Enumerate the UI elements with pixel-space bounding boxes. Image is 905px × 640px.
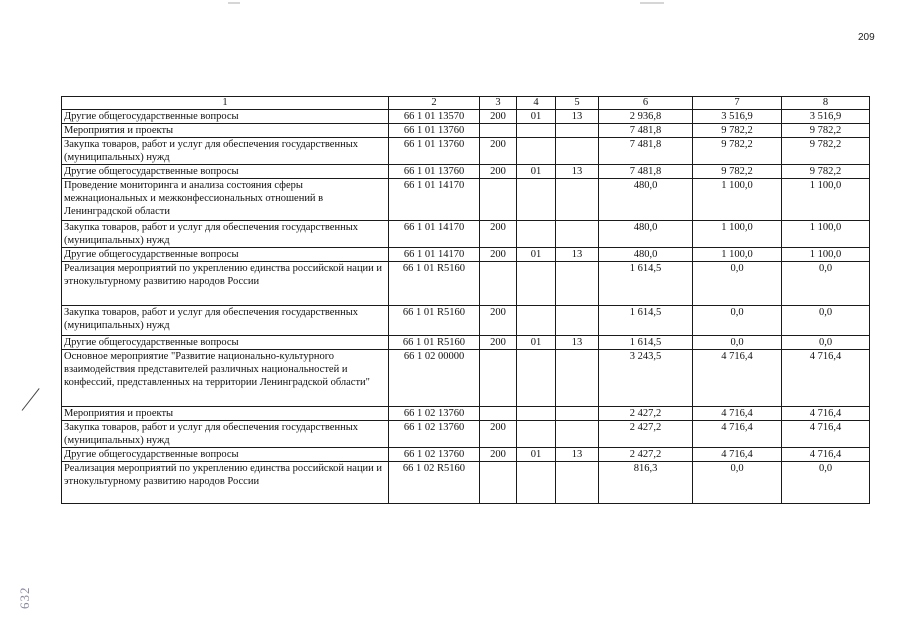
row-section: 01 — [517, 448, 556, 462]
row-amount-year3: 0,0 — [782, 462, 870, 504]
table-row — [62, 407, 870, 421]
row-amount-year1: 2 427,2 — [599, 448, 693, 462]
row-code: 66 1 02 13760 — [389, 448, 480, 462]
row-amount-year3: 4 716,4 — [782, 350, 870, 407]
row-amount-year1: 7 481,8 — [599, 124, 693, 138]
row-section — [517, 421, 556, 448]
row-code: 66 1 01 14170 — [389, 221, 480, 248]
table-row — [62, 448, 870, 462]
row-expense-type: 200 — [480, 336, 517, 350]
row-amount-year3: 9 782,2 — [782, 165, 870, 179]
row-name: Закупка товаров, работ и услуг для обеспечения государственных (муниципальных) нужд — [62, 138, 389, 165]
row-name: Другие общегосударственные вопросы — [62, 448, 389, 462]
row-subsection — [556, 221, 599, 248]
table-row — [62, 110, 870, 124]
row-section — [517, 221, 556, 248]
row-code: 66 1 02 R5160 — [389, 462, 480, 504]
row-amount-year2: 9 782,2 — [693, 138, 782, 165]
row-code: 66 1 01 13760 — [389, 138, 480, 165]
row-subsection: 13 — [556, 165, 599, 179]
row-amount-year3: 4 716,4 — [782, 407, 870, 421]
table-body — [62, 110, 870, 504]
row-expense-type — [480, 462, 517, 504]
row-amount-year2: 1 100,0 — [693, 221, 782, 248]
row-section: 01 — [517, 248, 556, 262]
row-amount-year1: 7 481,8 — [599, 165, 693, 179]
table-row — [62, 179, 870, 221]
row-subsection: 13 — [556, 448, 599, 462]
row-code: 66 1 01 14170 — [389, 248, 480, 262]
row-subsection — [556, 421, 599, 448]
row-section — [517, 124, 556, 138]
row-section — [517, 138, 556, 165]
column-header-5: 5 — [556, 97, 599, 110]
row-amount-year1: 480,0 — [599, 221, 693, 248]
table-row — [62, 350, 870, 407]
row-amount-year3: 4 716,4 — [782, 448, 870, 462]
row-amount-year2: 9 782,2 — [693, 165, 782, 179]
row-amount-year3: 1 100,0 — [782, 179, 870, 221]
row-expense-type: 200 — [480, 138, 517, 165]
row-amount-year3: 1 100,0 — [782, 221, 870, 248]
row-code: 66 1 01 R5160 — [389, 262, 480, 306]
row-subsection: 13 — [556, 110, 599, 124]
row-subsection — [556, 407, 599, 421]
column-header-1: 1 — [62, 97, 389, 110]
row-name: Закупка товаров, работ и услуг для обеспечения государственных (муниципальных) нужд — [62, 221, 389, 248]
column-header-2: 2 — [389, 97, 480, 110]
row-section — [517, 179, 556, 221]
table-row — [62, 138, 870, 165]
row-amount-year1: 2 936,8 — [599, 110, 693, 124]
row-name: Мероприятия и проекты — [62, 124, 389, 138]
table-row — [62, 248, 870, 262]
table-row — [62, 165, 870, 179]
row-code: 66 1 02 00000 — [389, 350, 480, 407]
row-amount-year1: 1 614,5 — [599, 262, 693, 306]
scan-artifact — [228, 2, 240, 4]
row-amount-year2: 1 100,0 — [693, 248, 782, 262]
margin-pen-mark — [22, 388, 40, 411]
row-amount-year2: 0,0 — [693, 306, 782, 336]
row-expense-type: 200 — [480, 110, 517, 124]
row-amount-year1: 816,3 — [599, 462, 693, 504]
row-code: 66 1 01 14170 — [389, 179, 480, 221]
row-expense-type — [480, 407, 517, 421]
row-subsection — [556, 262, 599, 306]
column-header-6: 6 — [599, 97, 693, 110]
row-name: Закупка товаров, работ и услуг для обеспечения государственных (муниципальных) нужд — [62, 306, 389, 336]
row-code: 66 1 01 13570 — [389, 110, 480, 124]
row-expense-type: 200 — [480, 248, 517, 262]
row-name: Мероприятия и проекты — [62, 407, 389, 421]
row-amount-year2: 1 100,0 — [693, 179, 782, 221]
row-code: 66 1 01 13760 — [389, 124, 480, 138]
row-amount-year2: 0,0 — [693, 462, 782, 504]
row-amount-year1: 2 427,2 — [599, 407, 693, 421]
row-section: 01 — [517, 165, 556, 179]
column-header-8: 8 — [782, 97, 870, 110]
budget-table — [61, 96, 870, 504]
row-section: 01 — [517, 336, 556, 350]
column-header-3: 3 — [480, 97, 517, 110]
row-name: Другие общегосударственные вопросы — [62, 336, 389, 350]
row-amount-year2: 0,0 — [693, 336, 782, 350]
row-code: 66 1 02 13760 — [389, 407, 480, 421]
row-expense-type: 200 — [480, 421, 517, 448]
row-name: Проведение мониторинга и анализа состояния сферы межнациональных и межконфессиональных отношений в Ленинградской области — [62, 179, 389, 221]
table-row — [62, 336, 870, 350]
row-subsection: 13 — [556, 248, 599, 262]
row-amount-year2: 0,0 — [693, 262, 782, 306]
row-name: Другие общегосударственные вопросы — [62, 165, 389, 179]
row-amount-year2: 3 516,9 — [693, 110, 782, 124]
row-section — [517, 262, 556, 306]
row-amount-year2: 4 716,4 — [693, 407, 782, 421]
table-row — [62, 462, 870, 504]
row-subsection — [556, 350, 599, 407]
row-expense-type: 200 — [480, 165, 517, 179]
row-section — [517, 407, 556, 421]
row-amount-year2: 4 716,4 — [693, 421, 782, 448]
row-expense-type — [480, 124, 517, 138]
row-code: 66 1 01 13760 — [389, 165, 480, 179]
row-subsection — [556, 462, 599, 504]
row-code: 66 1 02 13760 — [389, 421, 480, 448]
row-subsection — [556, 138, 599, 165]
row-expense-type — [480, 179, 517, 221]
column-header-7: 7 — [693, 97, 782, 110]
row-code: 66 1 01 R5160 — [389, 306, 480, 336]
row-amount-year3: 4 716,4 — [782, 421, 870, 448]
row-name: Другие общегосударственные вопросы — [62, 110, 389, 124]
row-expense-type: 200 — [480, 448, 517, 462]
row-amount-year2: 4 716,4 — [693, 448, 782, 462]
row-section — [517, 462, 556, 504]
row-subsection: 13 — [556, 336, 599, 350]
side-stamp: 632 — [17, 586, 32, 609]
row-name: Основное мероприятие "Развитие национально-культурного взаимодействия представителей различных национальностей и конфессий, представленных на территории Ленинградской области" — [62, 350, 389, 407]
row-subsection — [556, 124, 599, 138]
row-subsection — [556, 179, 599, 221]
table-row — [62, 421, 870, 448]
row-expense-type — [480, 350, 517, 407]
row-amount-year3: 9 782,2 — [782, 124, 870, 138]
row-section — [517, 306, 556, 336]
row-amount-year3: 0,0 — [782, 306, 870, 336]
row-expense-type: 200 — [480, 306, 517, 336]
column-header-4: 4 — [517, 97, 556, 110]
row-name: Реализация мероприятий по укреплению единства российской нации и этнокультурному развитию народов России — [62, 462, 389, 504]
table-row — [62, 306, 870, 336]
row-section: 01 — [517, 110, 556, 124]
row-amount-year3: 0,0 — [782, 262, 870, 306]
row-amount-year3: 3 516,9 — [782, 110, 870, 124]
table-row — [62, 124, 870, 138]
row-amount-year1: 2 427,2 — [599, 421, 693, 448]
row-amount-year2: 4 716,4 — [693, 350, 782, 407]
row-amount-year2: 9 782,2 — [693, 124, 782, 138]
row-amount-year1: 480,0 — [599, 179, 693, 221]
row-name: Другие общегосударственные вопросы — [62, 248, 389, 262]
row-expense-type — [480, 262, 517, 306]
row-amount-year3: 0,0 — [782, 336, 870, 350]
header-row — [62, 97, 870, 110]
row-name: Закупка товаров, работ и услуг для обеспечения государственных (муниципальных) нужд — [62, 421, 389, 448]
page-number: 209 — [858, 32, 875, 43]
row-amount-year1: 3 243,5 — [599, 350, 693, 407]
row-amount-year3: 9 782,2 — [782, 138, 870, 165]
row-subsection — [556, 306, 599, 336]
table-row — [62, 262, 870, 306]
row-amount-year3: 1 100,0 — [782, 248, 870, 262]
row-expense-type: 200 — [480, 221, 517, 248]
row-section — [517, 350, 556, 407]
row-name: Реализация мероприятий по укреплению единства российской нации и этнокультурному развитию народов России — [62, 262, 389, 306]
table-row — [62, 221, 870, 248]
row-amount-year1: 1 614,5 — [599, 336, 693, 350]
scan-artifact — [640, 2, 664, 4]
row-code: 66 1 01 R5160 — [389, 336, 480, 350]
row-amount-year1: 480,0 — [599, 248, 693, 262]
row-amount-year1: 1 614,5 — [599, 306, 693, 336]
row-amount-year1: 7 481,8 — [599, 138, 693, 165]
